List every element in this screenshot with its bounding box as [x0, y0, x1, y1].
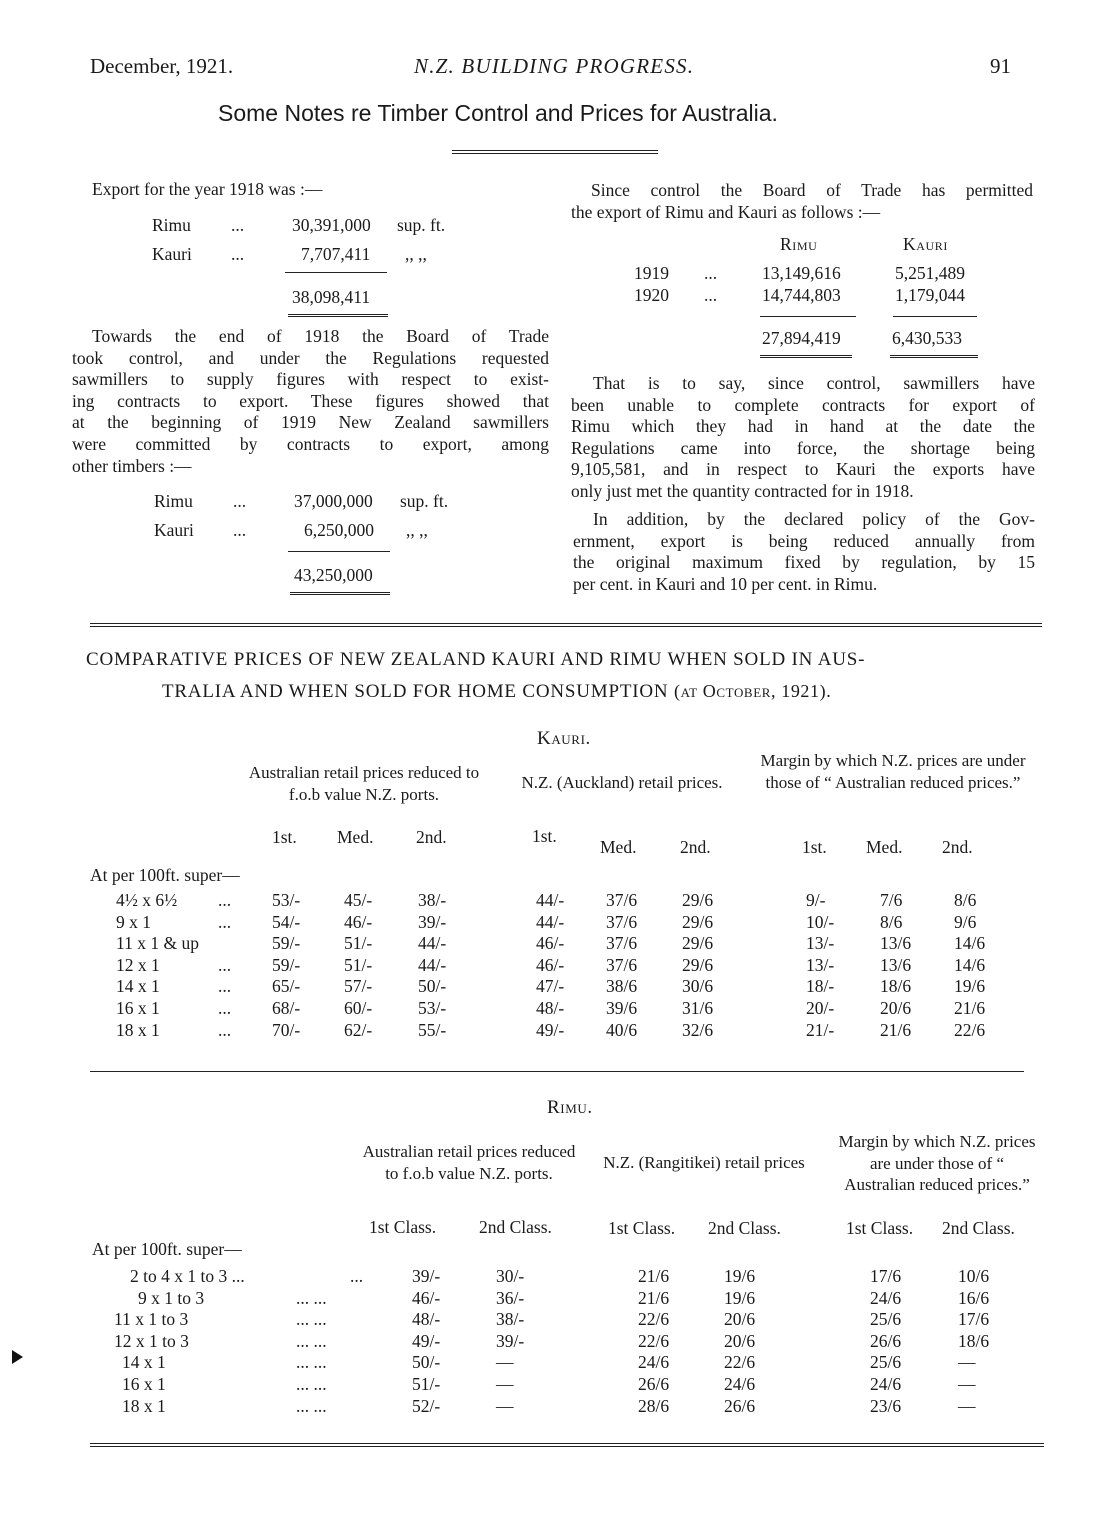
kauri-nz-price: 49/-	[536, 1019, 565, 1040]
article-title: Some Notes re Timber Control and Prices for Australia.	[218, 100, 778, 126]
rimu-group-margin: Margin by which N.Z. prices are under those of “ Australian reduced prices.”	[838, 1132, 1036, 1194]
contract-total: 43,250,000	[294, 565, 373, 585]
rimu-row-size: 18 x 1	[122, 1395, 166, 1416]
export-rimu-value: 30,391,000	[292, 215, 371, 235]
rimu-sub-aus-1st: 1st Class.	[369, 1217, 437, 1237]
rimu-nz-price: 24/6	[638, 1352, 670, 1373]
rimu-row-dots: ... ...	[296, 1374, 327, 1394]
kauri-sub-nz-2nd: 2nd.	[680, 837, 711, 857]
kauri-aus-price: 39/-	[418, 911, 447, 932]
kauri-row-size: 16 x 1	[116, 998, 160, 1018]
rimu-aus-price: —	[496, 1395, 514, 1416]
reduction-paragraph	[573, 509, 1035, 595]
kauri-aus-price: 51/-	[344, 933, 373, 954]
kauri-nz-price: 32/6	[682, 1019, 714, 1040]
rimu-margin: 16/6	[958, 1287, 990, 1308]
kauri-nz-price: 37/6	[606, 954, 638, 975]
contract-rimu-value: 37,000,000	[294, 491, 373, 511]
year-1919: 1919	[634, 263, 669, 283]
kauri-sub-aus-med: Med.	[337, 827, 374, 847]
kauri-aus-price: 38/-	[418, 890, 447, 910]
reduction-line-1: In addition, by the declared policy of the Gov-	[593, 509, 1035, 529]
header-journal: N.Z. BUILDING PROGRESS.	[414, 54, 695, 78]
header-page-number: 91	[990, 54, 1011, 78]
kauri-aus-price: 60/-	[344, 998, 373, 1018]
rimu-row-dots: ...	[350, 1266, 364, 1286]
rimu-nz-price: 24/6	[724, 1374, 756, 1394]
kauri-sub-nz-1st: 1st.	[532, 826, 557, 846]
kauri-margin: 18/6	[880, 976, 912, 997]
year-1920-dots: ...	[704, 285, 718, 305]
kauri-aus-price: 44/-	[418, 933, 447, 954]
kauri-margin: 20/6	[880, 998, 912, 1018]
contract-rimu-dots: ...	[233, 491, 247, 511]
rimu-margin: 24/6	[870, 1287, 902, 1308]
kauri-aus-price: 44/-	[418, 954, 447, 975]
kauri-margin: 22/6	[954, 1019, 986, 1040]
kauri-sub-margin-2nd: 2nd.	[942, 837, 973, 857]
kauri-nz-price: 37/6	[606, 890, 638, 910]
rimu-margin: 10/6	[958, 1266, 990, 1286]
rimu-margin: —	[958, 1395, 976, 1416]
rimu-aus-price: 48/-	[412, 1309, 441, 1330]
rimu-aus-price: 50/-	[412, 1352, 441, 1373]
kauri-row-size: 18 x 1	[116, 1019, 160, 1040]
col-header-rimu: Rimu	[780, 234, 818, 254]
kauri-aus-price: 59/-	[272, 933, 301, 954]
export-kauri-name: Kauri	[152, 244, 192, 264]
kauri-aus-price: 54/-	[272, 911, 301, 932]
kauri-nz-price: 48/-	[536, 998, 565, 1018]
export-kauri-dots: ...	[231, 244, 245, 264]
shortage-line-5: 9,105,581, and in respect to Kauri the exports have	[571, 459, 1035, 480]
kauri-sub-margin-1st: 1st.	[802, 837, 827, 857]
kauri-nz-price: 37/6	[606, 933, 638, 954]
kauri-margin: 20/-	[806, 998, 835, 1018]
kauri-total: 6,430,533	[892, 328, 962, 348]
rimu-margin: 24/6	[870, 1374, 902, 1394]
rimu-nz-price: 21/6	[638, 1287, 670, 1308]
export-sum-rule	[285, 272, 387, 273]
rimu-aus-price: —	[496, 1374, 514, 1394]
kauri-sub-nz-med: Med.	[600, 837, 637, 857]
contract-rimu-unit: sup. ft.	[400, 491, 449, 511]
control-paragraph	[72, 326, 549, 477]
rimu-aus-price: 30/-	[496, 1266, 525, 1286]
export-intro: Export for the year 1918 was :—	[92, 179, 323, 199]
rimu-row-label: At per 100ft. super—	[92, 1239, 242, 1259]
kauri-nz-price: 44/-	[536, 911, 565, 932]
kauri-margin: 21/6	[880, 1019, 912, 1040]
control-line-1: Towards the end of 1918 the Board of Trade	[92, 326, 549, 346]
rimu-margin: 26/6	[870, 1330, 902, 1351]
rimu-group-nz: N.Z. (Rangitikei) retail prices	[603, 1153, 805, 1172]
kauri-aus-price: 46/-	[344, 911, 373, 932]
comparative-heading-line-2	[162, 681, 831, 703]
kauri-aus-price: 59/-	[272, 954, 301, 975]
kauri-aus-price: 45/-	[344, 890, 373, 910]
kauri-margin: 18/-	[806, 976, 835, 997]
kauri-row-size: 4½ x 6½	[116, 890, 178, 910]
kauri-group-margin: Margin by which N.Z. prices are under those of “ Australian reduced prices.”	[760, 751, 1026, 792]
kauri-row-dots: ...	[218, 954, 232, 975]
rimu-margin: 25/6	[870, 1352, 902, 1373]
kauri-margin: 14/6	[954, 933, 986, 954]
rimu-margin: 17/6	[870, 1266, 902, 1286]
rimu-row-dots: ... ...	[296, 1309, 327, 1330]
kauri-aus-price: 62/-	[344, 1019, 373, 1040]
export-table-sum-rule-kauri	[893, 316, 977, 317]
export-kauri-unit: ,, ,,	[405, 244, 427, 264]
kauri-nz-price: 46/-	[536, 933, 565, 954]
contract-kauri-name: Kauri	[154, 520, 194, 540]
kauri-margin: 8/6	[880, 911, 903, 932]
rimu-nz-price: 19/6	[724, 1266, 756, 1286]
reduction-line-3: the original maximum fixed by regulation, by 15	[573, 552, 1035, 573]
rimu-sub-nz-2nd: 2nd Class.	[708, 1218, 781, 1238]
kauri-aus-price: 57/-	[344, 976, 373, 997]
rimu-margin: 25/6	[870, 1309, 902, 1330]
rimu-margin: 17/6	[958, 1309, 990, 1330]
comparative-heading-date: (at October, 1921).	[673, 681, 832, 701]
kauri-row-dots: ...	[218, 1019, 232, 1040]
kauri-aus-price: 70/-	[272, 1019, 301, 1040]
reduction-line-4: per cent. in Kauri and 10 per cent. in Rimu.	[573, 573, 878, 594]
rimu-nz-price: 28/6	[638, 1395, 670, 1416]
control-line-3: sawmillers to supply figures with respect to exist-	[72, 369, 549, 390]
rimu-aus-price: 51/-	[412, 1374, 441, 1394]
rimu-total-rule	[760, 355, 852, 358]
kauri-nz-price: 29/6	[682, 933, 714, 954]
rimu-row-size: 2 to 4 x 1 to 3 ...	[130, 1266, 245, 1286]
rimu-row-dots: ... ...	[296, 1352, 327, 1373]
kauri-aus-price: 55/-	[418, 1019, 447, 1040]
export-rimu-unit: sup. ft.	[397, 215, 446, 235]
control-line-4: ing contracts to export. These figures showed that	[72, 390, 549, 411]
rimu-nz-price: 26/6	[724, 1395, 756, 1416]
rimu-margin: —	[958, 1352, 976, 1373]
kauri-nz-price: 38/6	[606, 976, 638, 997]
kauri-margin: 13/-	[806, 933, 835, 954]
kauri-nz-price: 29/6	[682, 890, 714, 910]
contract-kauri-value: 6,250,000	[304, 520, 374, 540]
kauri-row-dots: ...	[218, 890, 232, 910]
kauri-margin: 8/6	[954, 890, 977, 910]
rimu-nz-price: 26/6	[638, 1374, 670, 1394]
control-line-5: at the beginning of 1919 New Zealand sawmillers	[72, 412, 549, 433]
rimu-row-size: 12 x 1 to 3	[114, 1330, 189, 1351]
rimu-1919: 13,149,616	[762, 263, 841, 283]
export-total: 38,098,411	[292, 287, 371, 307]
rimu-row-size: 16 x 1	[122, 1374, 166, 1394]
shortage-line-4: Regulations came into force, the shortage being	[571, 437, 1035, 458]
comparative-heading-main: TRALIA AND WHEN SOLD FOR HOME CONSUMPTION	[162, 681, 669, 702]
kauri-margin: 13/6	[880, 954, 912, 975]
kauri-margin: 9/-	[806, 890, 826, 910]
contract-rimu-name: Rimu	[154, 491, 193, 511]
contract-kauri-dots: ...	[233, 520, 247, 540]
kauri-margin: 21/-	[806, 1019, 835, 1040]
kauri-table-bottom-rule	[90, 1071, 1024, 1072]
kauri-margin: 21/6	[954, 998, 986, 1018]
kauri-sub-aus-1st: 1st.	[272, 827, 297, 847]
kauri-nz-price: 29/6	[682, 911, 714, 932]
kauri-margin: 9/6	[954, 911, 977, 932]
kauri-margin: 10/-	[806, 911, 835, 932]
kauri-sub-aus-2nd: 2nd.	[416, 827, 447, 847]
control-line-2: took control, and under the Regulations requested	[72, 347, 549, 368]
year-1920: 1920	[634, 285, 669, 305]
export-rimu-name: Rimu	[152, 215, 191, 235]
kauri-group-nz: N.Z. (Auckland) retail prices.	[521, 773, 723, 792]
rimu-aus-price: 52/-	[412, 1395, 441, 1416]
kauri-row-dots: ...	[218, 976, 232, 997]
rimu-nz-price: 19/6	[724, 1287, 756, 1308]
rimu-aus-price: 39/-	[412, 1266, 441, 1286]
control-line-7: other timbers :—	[72, 455, 192, 476]
rimu-table-title: Rimu.	[547, 1097, 593, 1118]
control-intro	[571, 180, 1033, 223]
rimu-sub-margin-2nd: 2nd Class.	[942, 1218, 1015, 1238]
kauri-total-rule	[890, 355, 978, 358]
control-intro-line-1: Since control the Board of Trade has permitted	[591, 180, 1033, 200]
control-line-6: were committed by contracts to export, among	[72, 433, 549, 454]
rimu-margin: 18/6	[958, 1330, 990, 1351]
kauri-nz-price: 37/6	[606, 911, 638, 932]
rimu-nz-price: 20/6	[724, 1330, 756, 1351]
rimu-aus-price: 46/-	[412, 1287, 441, 1308]
rimu-row-dots: ... ...	[296, 1395, 327, 1416]
rimu-row-size: 9 x 1 to 3	[138, 1287, 205, 1308]
kauri-row-size: 14 x 1	[116, 976, 160, 997]
kauri-aus-price: 51/-	[344, 954, 373, 975]
kauri-margin: 13/6	[880, 933, 912, 954]
kauri-nz-price: 46/-	[536, 954, 565, 975]
shortage-line-3: Rimu which they had in hand at the date the	[571, 416, 1035, 437]
rimu-table-bottom-rule	[90, 1443, 1044, 1447]
rimu-group-aus: Australian retail prices reduced to f.o.b value N.Z. ports.	[362, 1142, 576, 1183]
kauri-row-dots: ...	[218, 911, 232, 932]
kauri-row-label: At per 100ft. super—	[90, 865, 240, 885]
contract-kauri-unit: ,, ,,	[406, 520, 428, 540]
kauri-1920: 1,179,044	[895, 285, 965, 305]
export-rimu-dots: ...	[231, 215, 245, 235]
kauri-aus-price: 53/-	[272, 890, 301, 910]
kauri-group-aus: Australian retail prices reduced to f.o.b value N.Z. ports.	[248, 763, 480, 804]
contract-total-rule	[290, 592, 390, 595]
rimu-row-dots: ... ...	[296, 1330, 327, 1351]
kauri-sub-margin-med: Med.	[866, 837, 903, 857]
rimu-nz-price: 22/6	[638, 1309, 670, 1330]
rimu-aus-price: 36/-	[496, 1287, 525, 1308]
kauri-nz-price: 29/6	[682, 954, 714, 975]
rimu-margin: 23/6	[870, 1395, 902, 1416]
kauri-row-size: 12 x 1	[116, 954, 160, 975]
control-intro-line-2: the export of Rimu and Kauri as follows :—	[571, 201, 881, 222]
kauri-margin: 19/6	[954, 976, 986, 997]
reduction-line-2: ernment, export is being reduced annually from	[573, 530, 1035, 551]
export-total-rule	[288, 314, 388, 317]
shortage-line-6: only just met the quantity contracted for in 1918.	[571, 480, 914, 501]
section-divider	[90, 623, 1042, 627]
kauri-table-title: Kauri.	[537, 728, 591, 749]
rimu-sub-nz-1st: 1st Class.	[608, 1218, 676, 1238]
rimu-nz-price: 22/6	[638, 1330, 670, 1351]
contract-sum-rule	[288, 551, 390, 552]
rimu-margin: —	[958, 1374, 976, 1394]
shortage-line-2: been unable to complete contracts for export of	[571, 394, 1035, 415]
kauri-nz-price: 31/6	[682, 998, 714, 1018]
kauri-margin: 13/-	[806, 954, 835, 975]
rimu-sub-margin-1st: 1st Class.	[846, 1218, 914, 1238]
rimu-1920: 14,744,803	[762, 285, 841, 305]
kauri-row-dots: ...	[218, 998, 232, 1018]
shortage-paragraph	[571, 373, 1035, 503]
rimu-nz-price: 22/6	[724, 1352, 756, 1373]
kauri-row-size: 9 x 1	[116, 911, 151, 932]
rimu-row-size: 11 x 1 to 3	[114, 1309, 189, 1330]
rimu-aus-price: 39/-	[496, 1330, 525, 1351]
kauri-1919: 5,251,489	[895, 263, 965, 283]
shortage-line-1: That is to say, since control, sawmillers have	[593, 373, 1035, 393]
rimu-nz-price: 21/6	[638, 1266, 670, 1286]
kauri-nz-price: 39/6	[606, 998, 638, 1018]
header-date: December, 1921.	[90, 54, 234, 78]
export-kauri-value: 7,707,411	[301, 244, 371, 264]
year-1919-dots: ...	[704, 263, 718, 283]
kauri-nz-price: 40/6	[606, 1019, 638, 1040]
rimu-total: 27,894,419	[762, 328, 841, 348]
kauri-aus-price: 65/-	[272, 976, 301, 997]
kauri-aus-price: 68/-	[272, 998, 301, 1018]
kauri-nz-price: 47/-	[536, 976, 565, 997]
kauri-margin: 7/6	[880, 890, 903, 910]
kauri-nz-price: 44/-	[536, 890, 565, 910]
rimu-sub-aus-2nd: 2nd Class.	[479, 1217, 552, 1237]
comparative-heading-line-1: COMPARATIVE PRICES OF NEW ZEALAND KAURI AND RIMU WHEN SOLD IN AUS-	[86, 649, 866, 670]
rimu-row-size: 14 x 1	[122, 1352, 166, 1373]
kauri-row-size: 11 x 1 & up	[116, 933, 199, 954]
col-header-kauri: Kauri	[903, 234, 948, 254]
export-table-sum-rule-rimu	[760, 316, 856, 317]
rimu-aus-price: 49/-	[412, 1330, 441, 1351]
rimu-nz-price: 20/6	[724, 1309, 756, 1330]
rimu-aus-price: —	[496, 1352, 514, 1373]
title-divider	[452, 150, 658, 154]
margin-pointer-mark	[12, 1350, 23, 1364]
rimu-row-dots: ... ...	[296, 1287, 327, 1308]
kauri-nz-price: 30/6	[682, 976, 714, 997]
kauri-aus-price: 53/-	[418, 998, 447, 1018]
kauri-margin: 14/6	[954, 954, 986, 975]
kauri-aus-price: 50/-	[418, 976, 447, 997]
rimu-aus-price: 38/-	[496, 1309, 525, 1330]
